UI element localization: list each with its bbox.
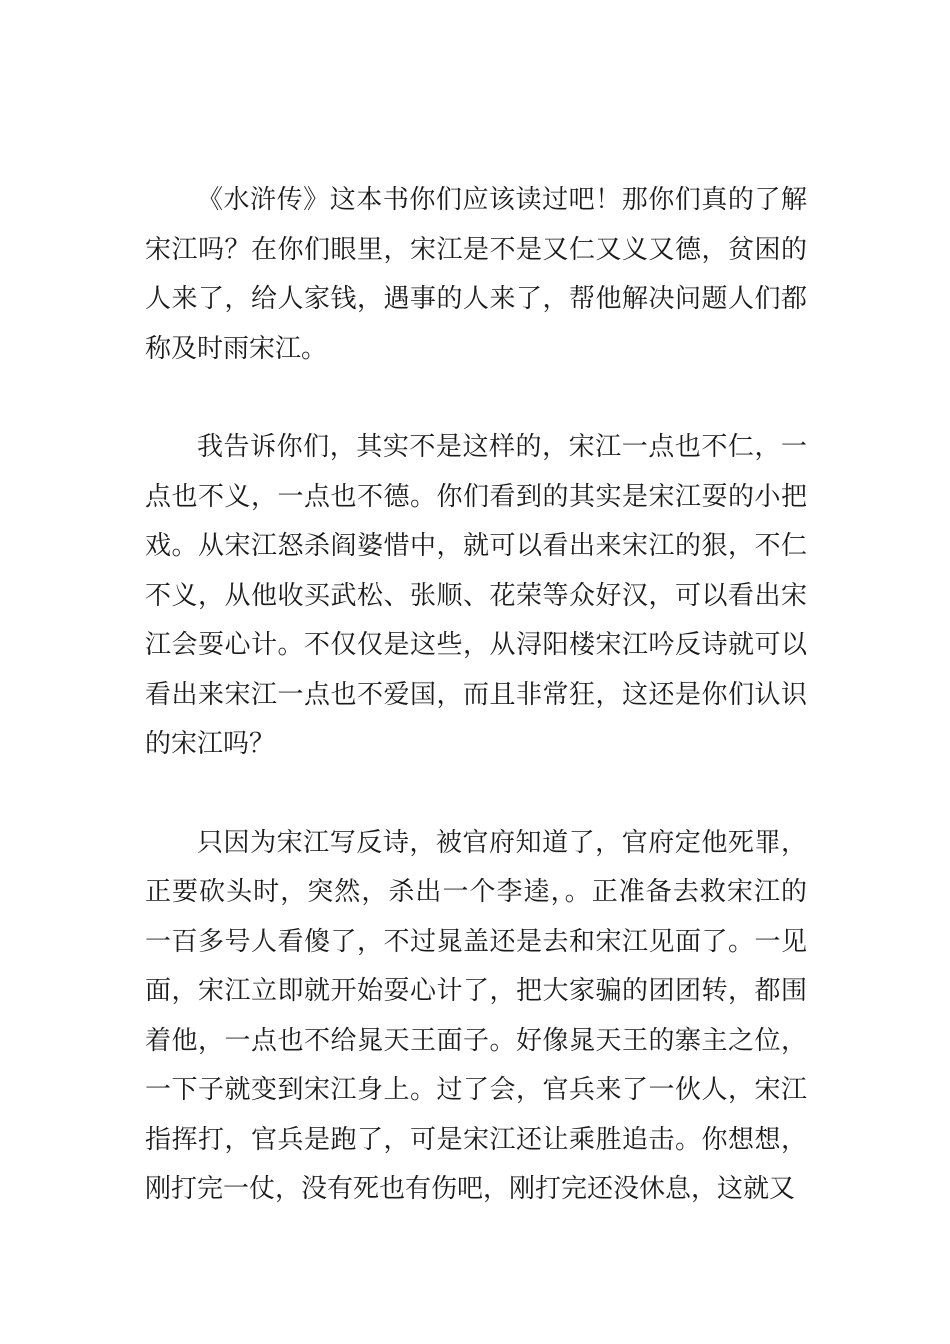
- paragraph-2: 我告诉你们，其实不是这样的，宋江一点也不仁，一点也不义，一点也不德。你们看到的其实是宋江耍的小把戏。从宋江怒杀阎婆惜中，就可以看出来宋江的狠，不仁不义，从他收买武松、张顺、花荣等众好汉，可以看出宋江会耍心计。不仅仅是这些，从浔阳楼宋江吟反诗就可以看出来宋江一点也不爱国，而且非常狂，这还是你们认识的宋江吗？: [145, 432, 807, 759]
- paragraph-1: 《水浒传》这本书你们应该读过吧！那你们真的了解宋江吗？在你们眼里，宋江是不是又仁又义又德，贫困的人来了，给人家钱，遇事的人来了，帮他解决问题人们都称及时雨宋江。: [145, 185, 807, 364]
- document-page: [145, 176, 807, 1215]
- paragraph-3: 只因为宋江写反诗，被官府知道了，官府定他死罪，正要砍头时，突然，杀出一个李逵，。正准备去救宋江的一百多号人看傻了，不过晁盖还是去和宋江见面了。一见面，宋江立即就开始耍心计了，把大家骗的团团转，都围着他，一点也不给晁天王面子。好像晁天王的寨主之位，一下子就变到宋江身上。过了会，官兵来了一伙人，宋江指挥打，官兵是跑了，可是宋江还让乘胜追击。你想想，刚打完一仗，没有死也有伤吧，刚打完还没休息，这就又: [145, 827, 807, 1204]
